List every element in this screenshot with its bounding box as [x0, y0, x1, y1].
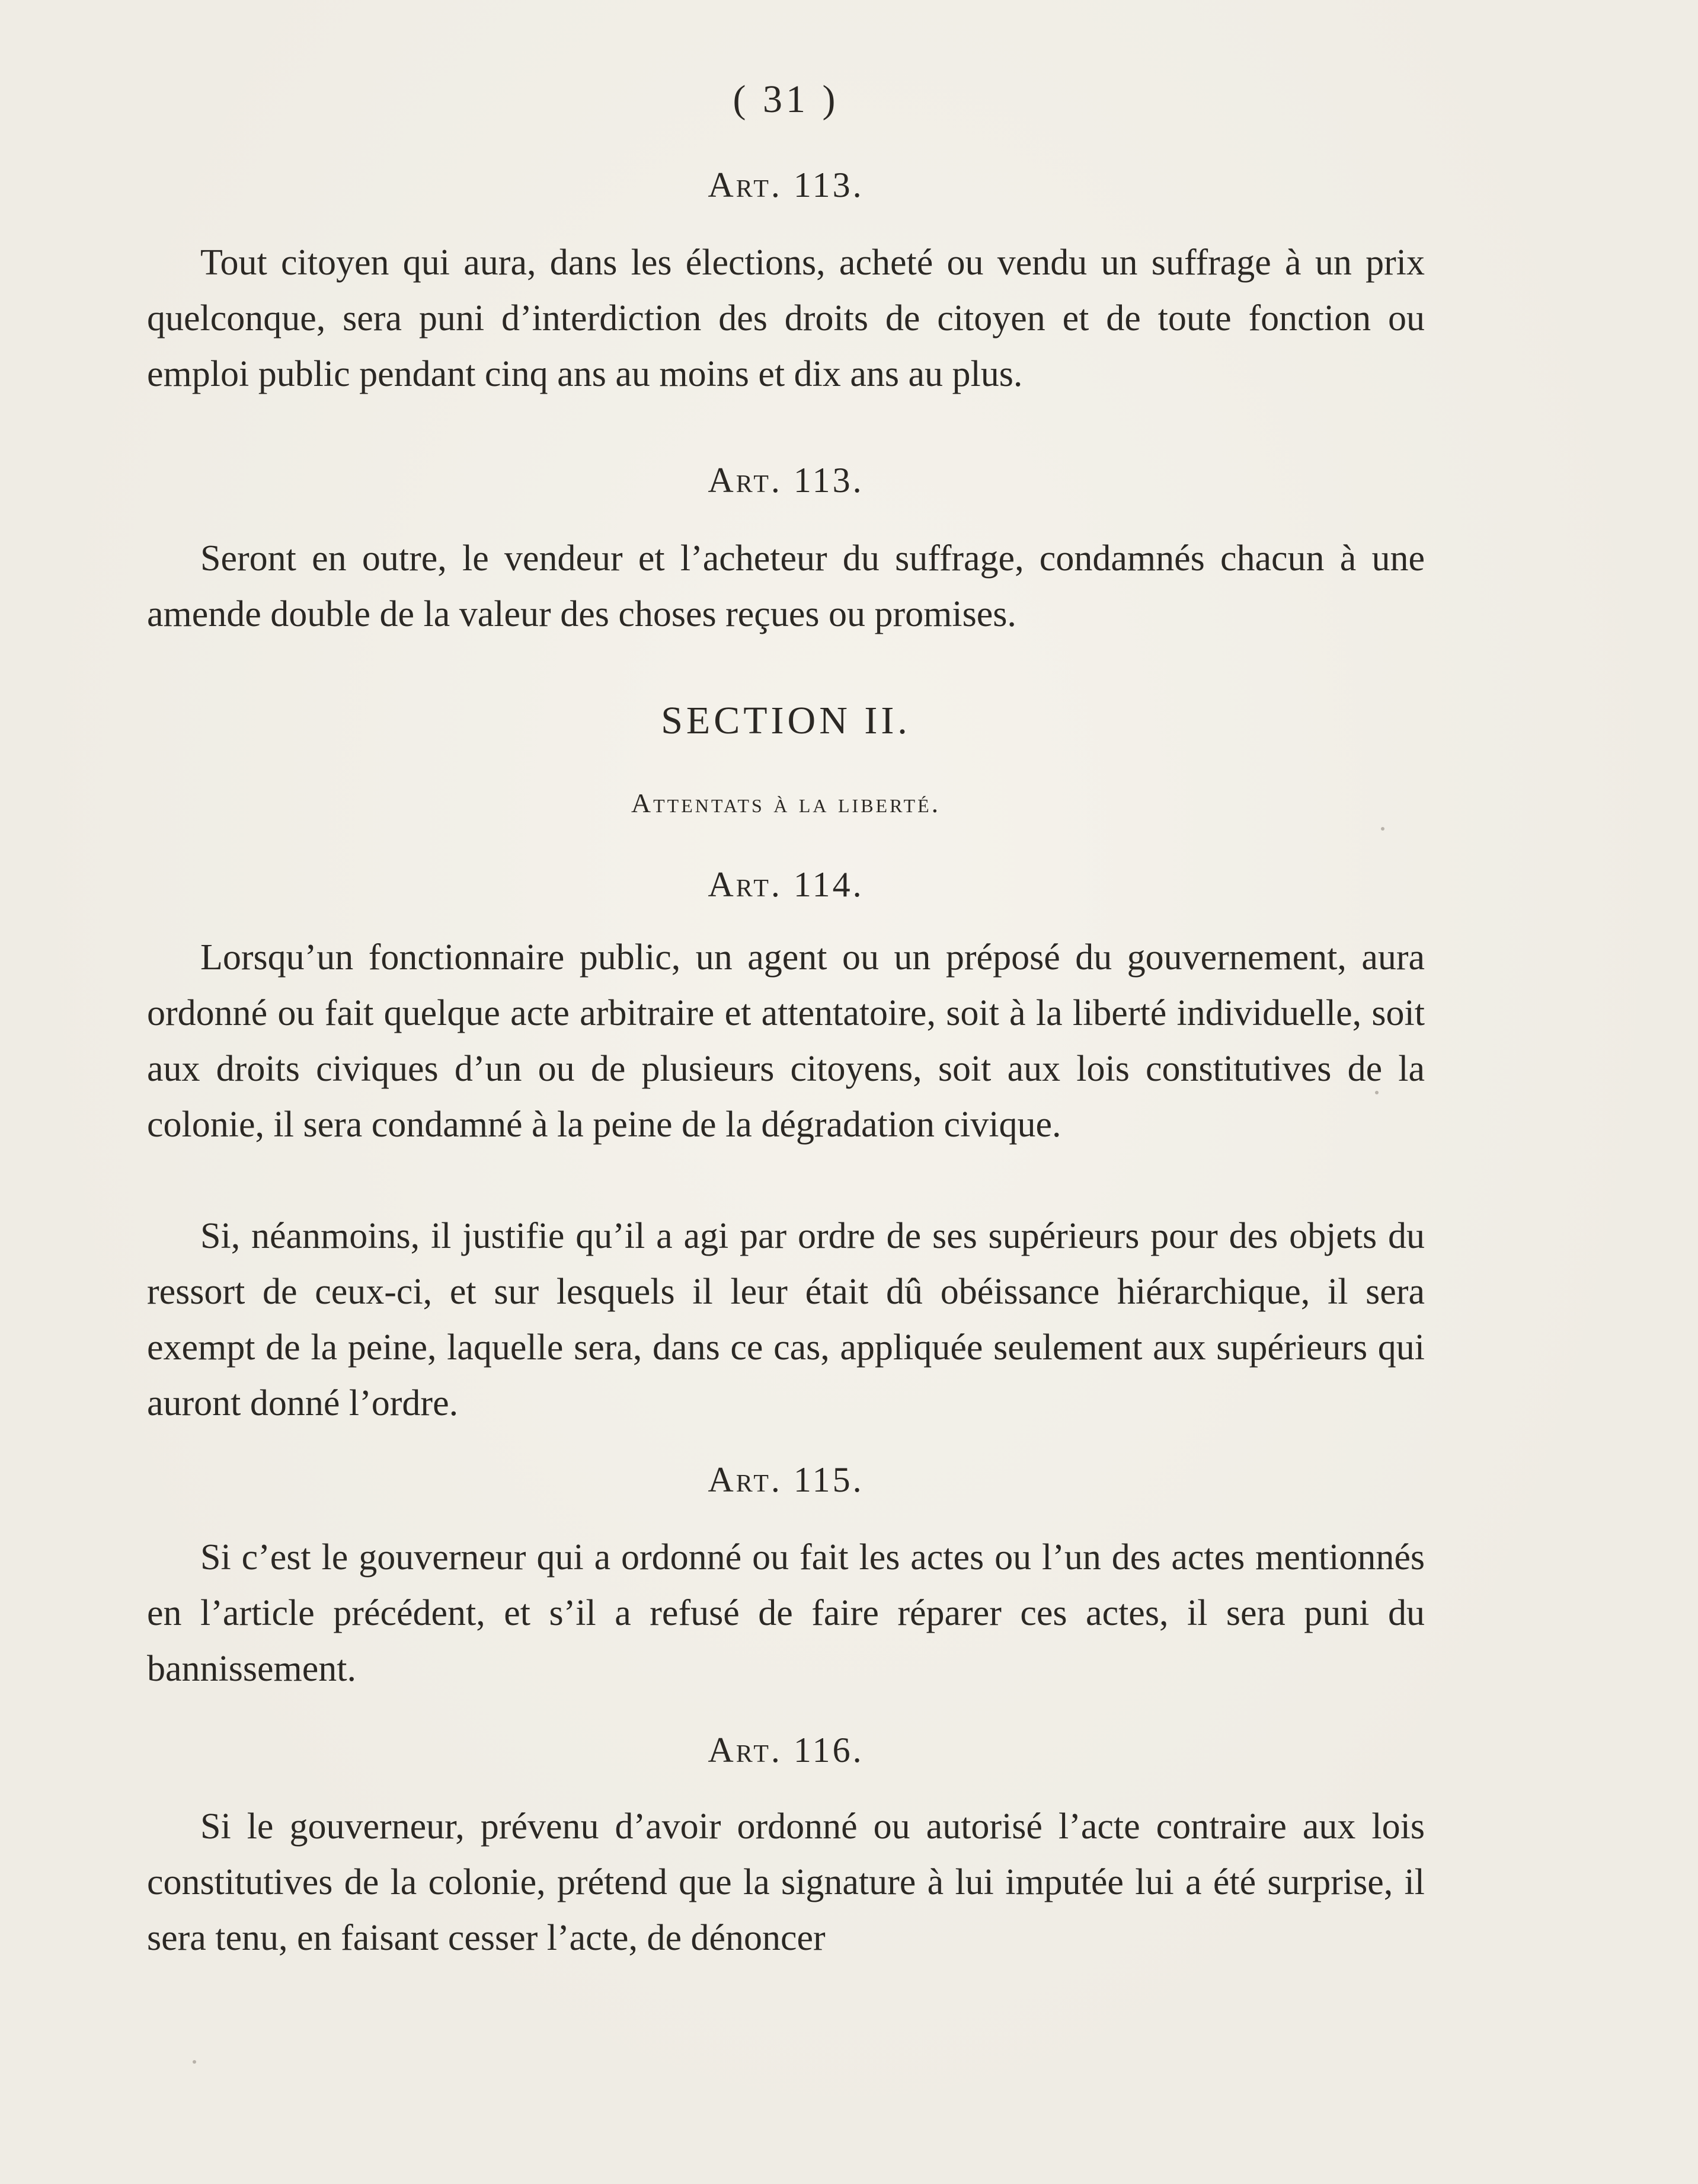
article-paragraph: Si, néanmoins, il justifie qu’il a agi par ordre de ses supérieurs pour des objets du ressort de ceux-ci, et sur lesquels il leur était dû obéissance hiérarchique, il sera exempt de la peine, laquelle sera, dans ce cas, appliquée seulement aux supérieurs qui auront donné l’ordre.: [147, 1216, 1425, 1423]
article-paragraph: Tout citoyen qui aura, dans les élections, acheté ou vendu un suffrage à un prix quelconque, sera puni d’interdiction des droits de citoyen et de toute fonction ou emploi public pendant cinq ans au moins et dix ans au plus.: [147, 242, 1425, 394]
article-heading: Art. 113.: [708, 165, 864, 205]
ink-speck: [1381, 827, 1384, 831]
section-title: SECTION II.: [661, 699, 911, 742]
article-heading: Art. 116.: [708, 1730, 864, 1770]
article-heading: Art. 113.: [708, 461, 864, 500]
page-number: ( 31 ): [733, 78, 839, 121]
article-paragraph: Si le gouverneur, prévenu d’avoir ordonné ou autorisé l’acte contraire aux lois constitutives de la colonie, prétend que la signature à lui imputée lui a été surprise, il sera tenu, en faisant cesser l’acte, de dénoncer: [147, 1806, 1425, 1958]
article-paragraph: Lorsqu’un fonctionnaire public, un agent ou un préposé du gouvernement, aura ordonné ou fait quelque acte arbitraire et attentatoire, soit à la liberté individuelle, soit aux droits civiques d’un ou de plusieurs citoyens, soit aux lois constitutives de la colonie, il sera condamné à la peine de la dégradation civique.: [147, 937, 1425, 1145]
section-subtitle: Attentats à la liberté.: [631, 788, 941, 818]
article-paragraph: Si c’est le gouverneur qui a ordonné ou fait les actes ou l’un des actes mentionnés en l’article précédent, et s’il a refusé de faire réparer ces actes, il sera puni du bannissement.: [147, 1537, 1425, 1689]
article-heading: Art. 115.: [708, 1460, 864, 1499]
ink-speck: [193, 2060, 196, 2064]
article-heading: Art. 114.: [708, 865, 864, 904]
article-paragraph: Seront en outre, le vendeur et l’acheteur du suffrage, condamnés chacun à une amende double de la valeur des choses reçues ou promises.: [147, 538, 1425, 634]
